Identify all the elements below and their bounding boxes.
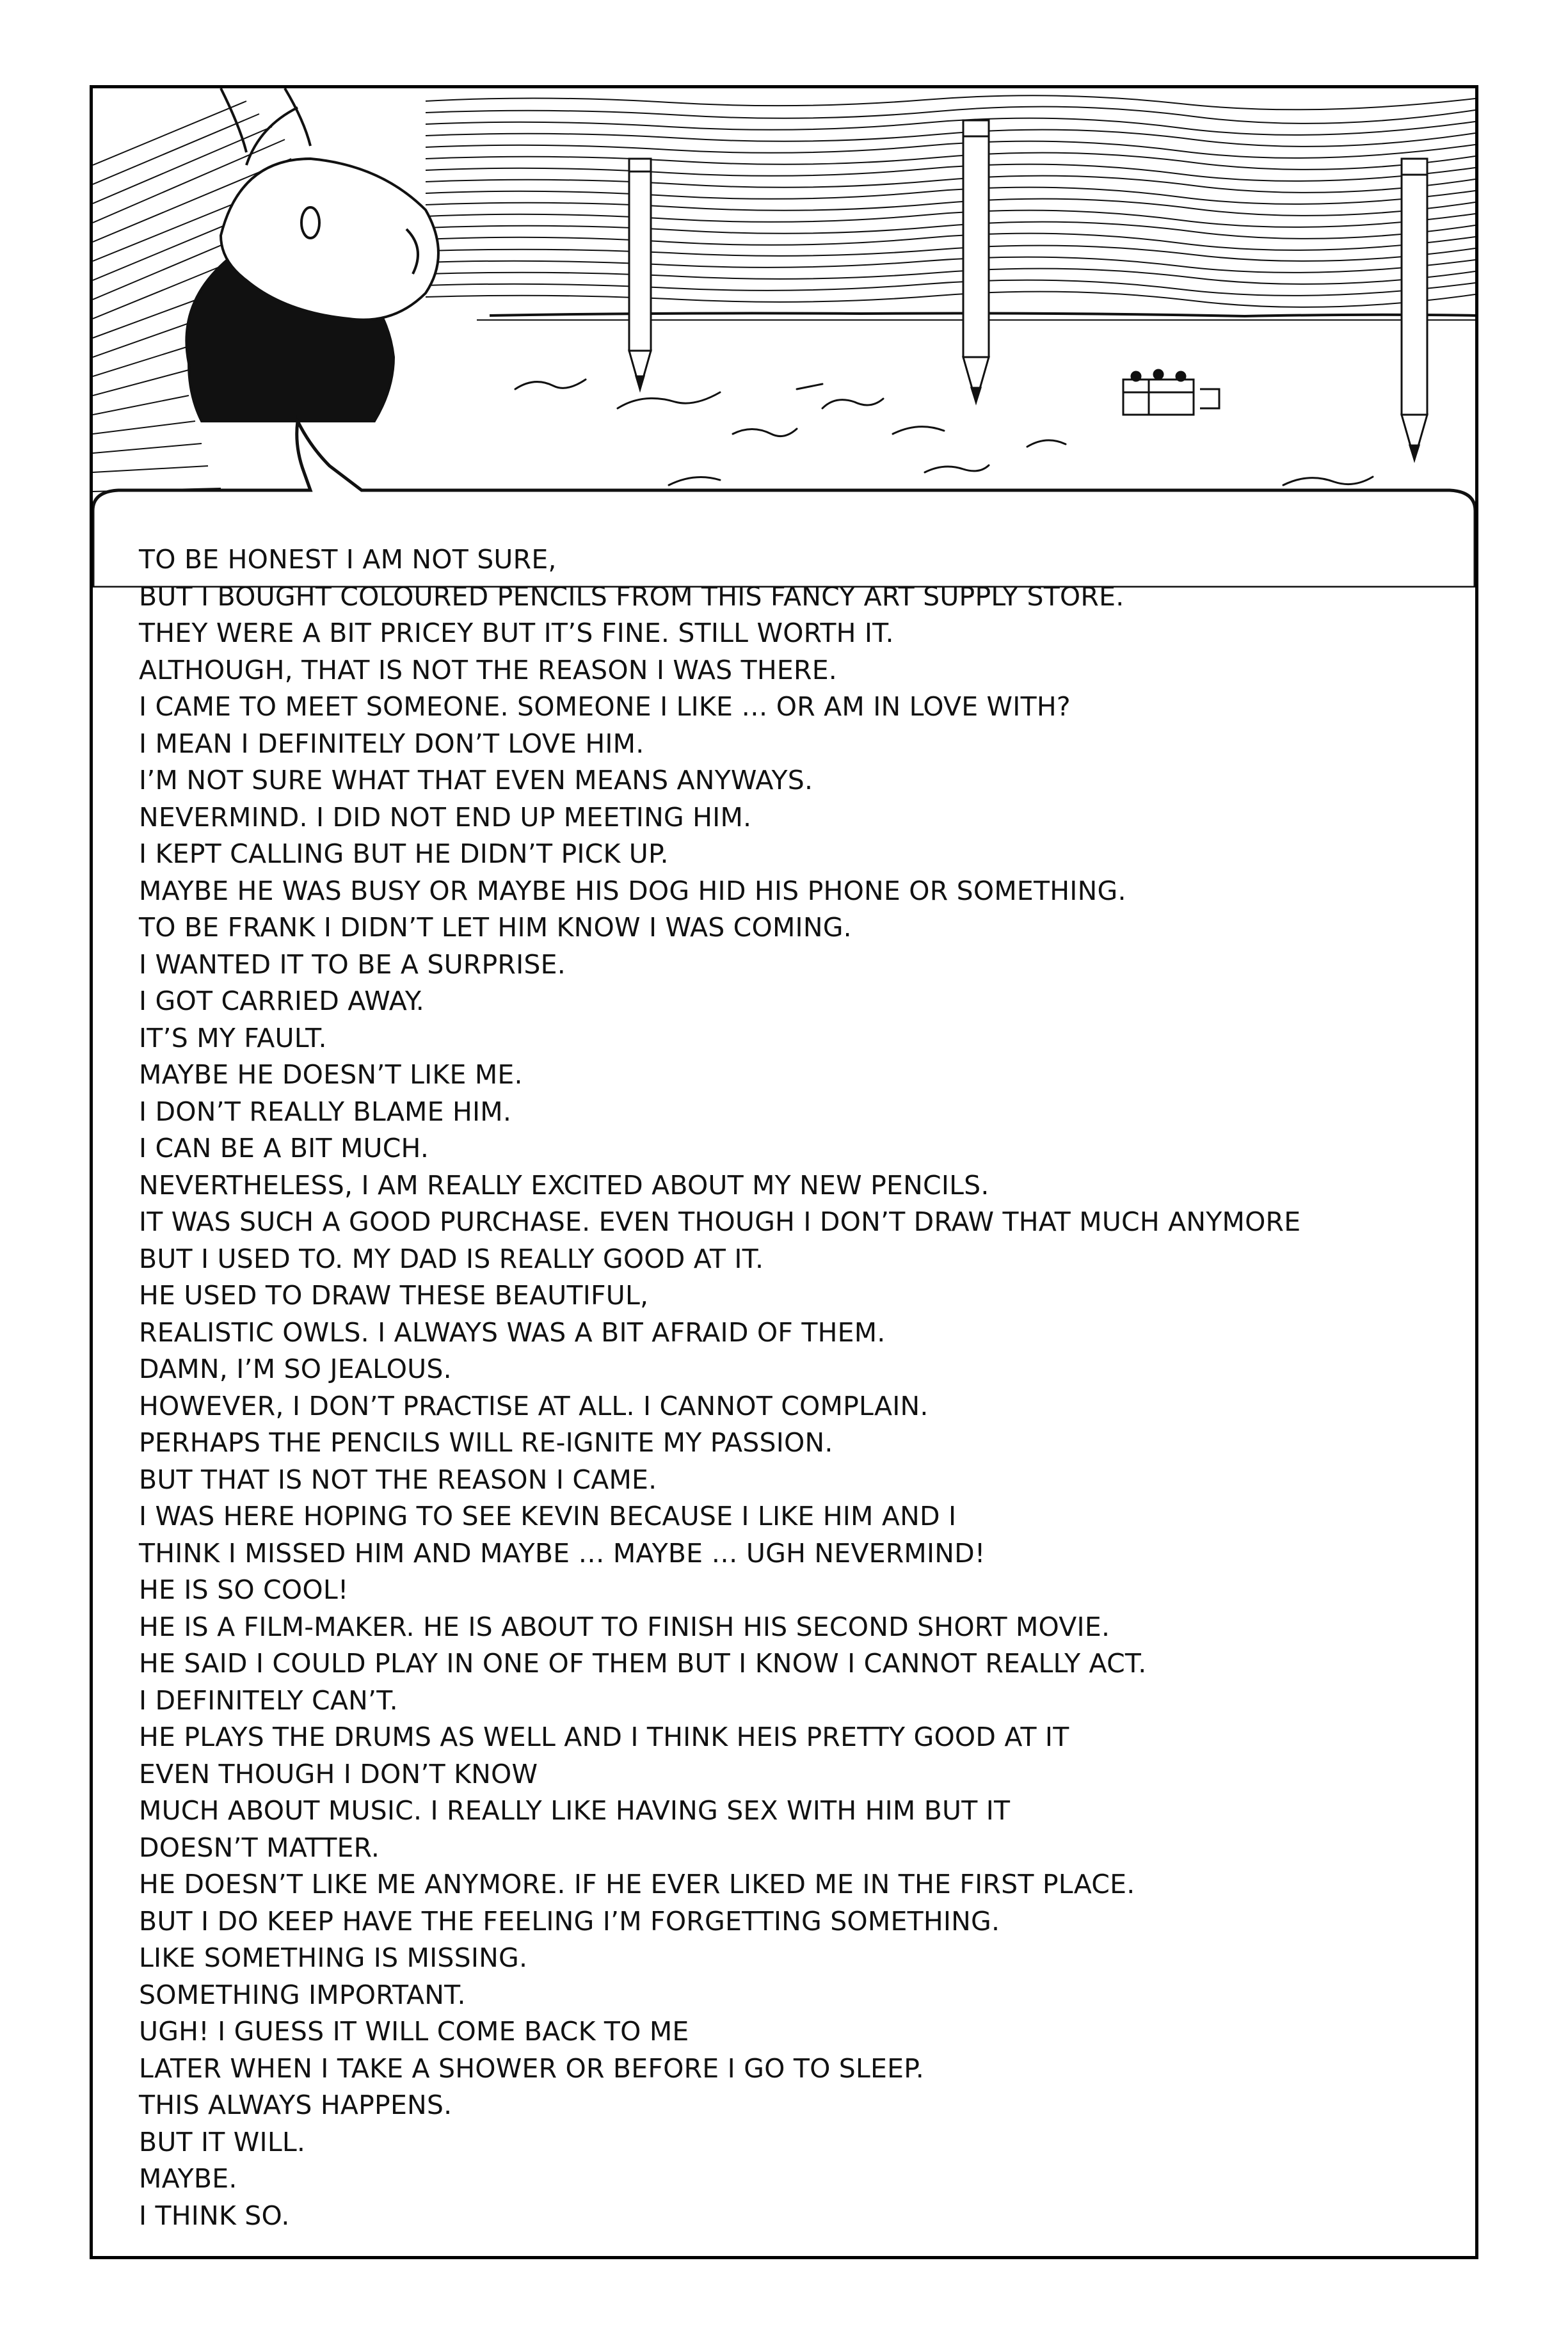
dialogue-line: THINK I MISSED HIM AND MAYBE … MAYBE … UGH NEVERMIND! (139, 1537, 986, 1569)
dialogue-line: REALISTIC OWLS. I ALWAYS WAS A BIT AFRAID OF THEM. (139, 1316, 886, 1348)
dialogue-line: HOWEVER, I DON’T PRACTISE AT ALL. I CANNOT COMPLAIN. (139, 1390, 929, 1421)
dialogue-line: NEVERMIND. I DID NOT END UP MEETING HIM. (139, 801, 752, 833)
dialogue-line: I GOT CARRIED AWAY. (139, 986, 425, 1016)
character-head (186, 88, 438, 421)
dialogue-line: HE SAID I COULD PLAY IN ONE OF THEM BUT I KNOW I CANNOT REALLY ACT. (139, 1648, 1147, 1679)
dialogue-line: UGH! I GUESS IT WILL COME BACK TO ME (139, 2016, 689, 2047)
sky-hatching (426, 95, 1475, 307)
dialogue-line: BUT I USED TO. MY DAD IS REALLY GOOD AT IT. (139, 1243, 764, 1274)
dialogue-line: ALTHOUGH, THAT IS NOT THE REASON I WAS THERE. (139, 654, 838, 685)
comic-panel (90, 85, 1478, 2259)
dialogue-line: THIS ALWAYS HAPPENS. (139, 2090, 452, 2120)
dialogue-line: I CAN BE A BIT MUCH. (139, 1133, 429, 1164)
dialogue-line: HE IS A FILM-MAKER. HE IS ABOUT TO FINISH HIS SECOND SHORT MOVIE. (139, 1611, 1110, 1642)
dialogue-line: BUT I BOUGHT COLOURED PENCILS FROM THIS FANCY ART SUPPLY STORE. (139, 580, 1124, 612)
dialogue-line: HE DOESN’T LIKE ME ANYMORE. IF HE EVER LIKED ME IN THE FIRST PLACE. (139, 1869, 1135, 1900)
dialogue-line: MUCH ABOUT MUSIC. I REALLY LIKE HAVING SEX WITH HIM BUT IT (139, 1795, 1011, 1826)
dialogue-line: I WAS HERE HOPING TO SEE KEVIN BECAUSE I LIKE HIM AND I (139, 1501, 957, 1532)
dialogue-line: MAYBE. (139, 2163, 237, 2194)
dialogue-line: EVEN THOUGH I DON’T KNOW (139, 1758, 538, 1789)
dialogue-line: IT WAS SUCH A GOOD PURCHASE. EVEN THOUGH I DON’T DRAW THAT MUCH ANYMORE (139, 1206, 1301, 1237)
dialogue-line: I MEAN I DEFINITELY DON’T LOVE HIM. (139, 728, 644, 759)
dialogue-line: PERHAPS THE PENCILS WILL RE-IGNITE MY PASSION. (139, 1427, 833, 1458)
dialogue-line: MAYBE HE WAS BUSY OR MAYBE HIS DOG HID HIS PHONE OR SOMETHING. (139, 875, 1126, 906)
dialogue-line: I CAME TO MEET SOMEONE. SOMEONE I LIKE … OR AM IN LOVE WITH? (139, 691, 1071, 722)
dialogue-line: BUT I DO KEEP HAVE THE FEELING I’M FORGETTING SOMETHING. (139, 1905, 1000, 1937)
dialogue-line: SOMETHING IMPORTANT. (139, 1979, 466, 2010)
dialogue-line: I DEFINITELY CAN’T. (139, 1684, 398, 1716)
dialogue-line: BUT IT WILL. (139, 2126, 306, 2157)
dialogue-line: BUT THAT IS NOT THE REASON I CAME. (139, 1464, 657, 1495)
upside-down-scene-illustration (93, 88, 1475, 588)
pencil-3 (1402, 159, 1427, 460)
dialogue-line: NEVERTHELESS, I AM REALLY EXCITED ABOUT MY NEW PENCILS. (139, 1169, 989, 1201)
dialogue-line: I’M NOT SURE WHAT THAT EVEN MEANS ANYWAYS. (139, 765, 813, 796)
dialogue-line: DAMN, I’M SO JEALOUS. (139, 1354, 452, 1384)
dialogue-line: IT’S MY FAULT. (139, 1022, 327, 1053)
dialogue-line: HE USED TO DRAW THESE BEAUTIFUL, (139, 1280, 649, 1311)
dialogue-line: TO BE FRANK I DIDN’T LET HIM KNOW I WAS COMING. (139, 912, 852, 943)
small-box-object (1123, 370, 1219, 415)
pencil-1 (629, 159, 651, 389)
speech-balloon-text (139, 541, 1444, 2234)
dialogue-line: MAYBE HE DOESN’T LIKE ME. (139, 1059, 523, 1090)
dialogue-line: LATER WHEN I TAKE A SHOWER OR BEFORE I GO TO SLEEP. (139, 2052, 925, 2084)
dialogue-line: HE PLAYS THE DRUMS AS WELL AND I THINK HEIS PRETTY GOOD AT IT (139, 1722, 1069, 1752)
dialogue-line: I DON’T REALLY BLAME HIM. (139, 1096, 512, 1127)
dialogue-line: HE IS SO COOL! (139, 1574, 349, 1605)
pencil-2 (963, 120, 989, 402)
dialogue-line: THEY WERE A BIT PRICEY BUT IT’S FINE. STILL WORTH IT. (139, 618, 894, 648)
dialogue-line: I KEPT CALLING BUT HE DIDN’T PICK UP. (139, 838, 669, 869)
dialogue-line: LIKE SOMETHING IS MISSING. (139, 1942, 528, 1973)
dialogue-line: I THINK SO. (139, 2200, 290, 2231)
ground-strokes (515, 380, 1373, 499)
dialogue-line: TO BE HONEST I AM NOT SURE, (139, 544, 557, 575)
dialogue-line: I WANTED IT TO BE A SURPRISE. (139, 948, 566, 980)
dialogue-line: DOESN’T MATTER. (139, 1832, 380, 1863)
